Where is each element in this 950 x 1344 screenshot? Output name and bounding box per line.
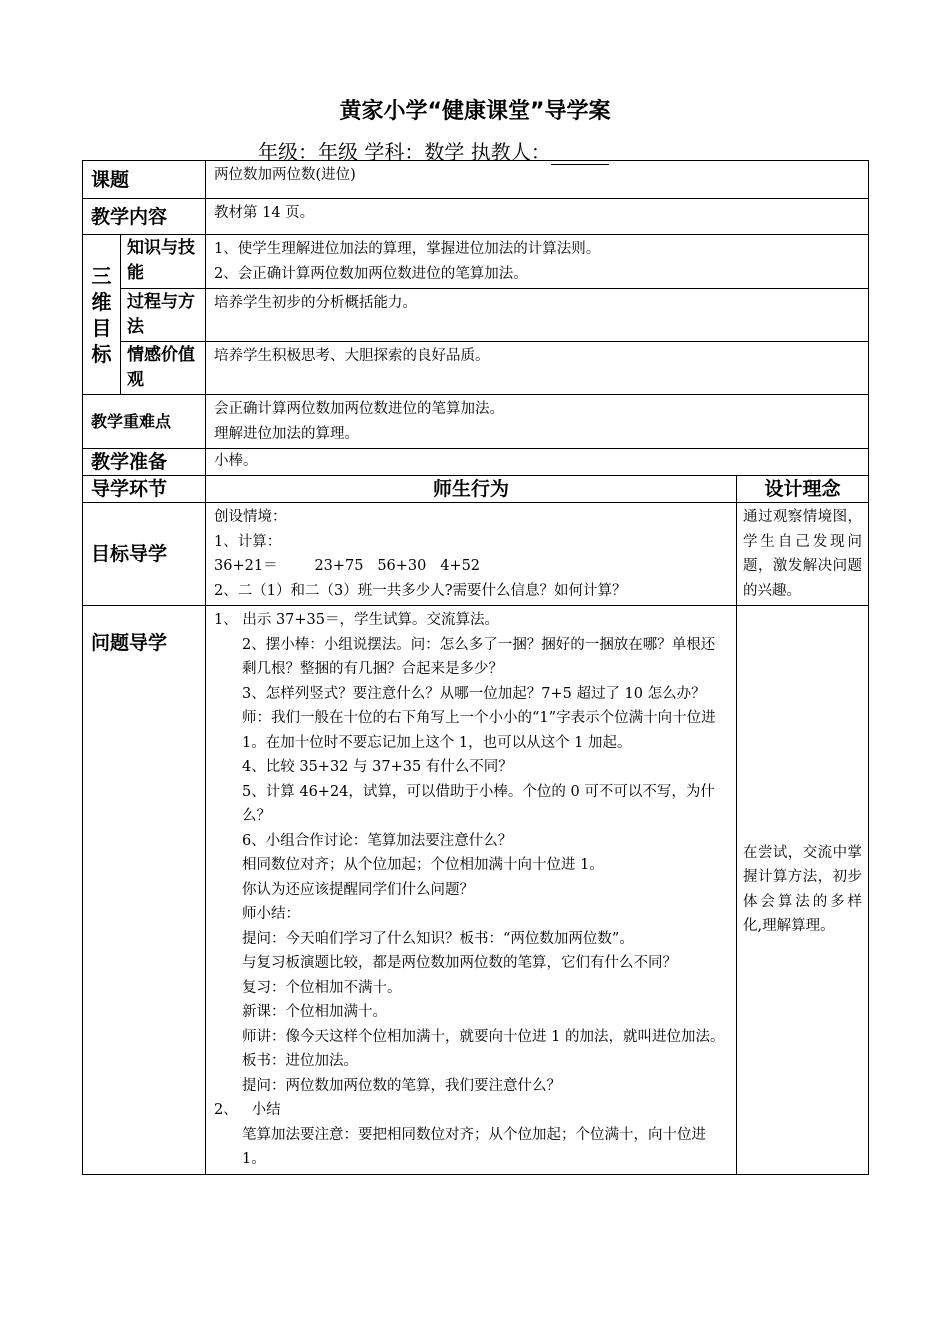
stage2-line: 6、小组合作讨论：笔算加法要注意什么？ bbox=[242, 832, 513, 849]
content-value: 教材第 14 页。 bbox=[206, 199, 869, 235]
stage2-line: 提问：今天咱们学习了什么知识？板书：“两位数加两位数”。 bbox=[242, 930, 634, 947]
col-header-design: 设计理念 bbox=[737, 476, 869, 503]
stage2-summary-block bbox=[214, 1123, 728, 1172]
stage2-line: 板书：进位加法。 bbox=[242, 1053, 359, 1069]
goal2-value: 培养学生初步的分析概括能力。 bbox=[206, 289, 869, 342]
goal1-line: 2、会正确计算两位数加两位数进位的笔算加法。 bbox=[214, 265, 528, 282]
stage2-label: 问题导学 bbox=[83, 606, 206, 1175]
stage2-line: 与复习板演题比较，都是两位数加两位数的笔算，它们有什么不同？ bbox=[242, 955, 678, 971]
content-label: 教学内容 bbox=[83, 199, 206, 235]
goal3-value: 培养学生积极思考、大胆探索的良好品质。 bbox=[206, 342, 869, 395]
stage2-summary-line: 笔算加法要注意：要把相同数位对齐；从个位加起；个位满十，向十位进 1。 bbox=[242, 1126, 707, 1167]
stage2-line: 4、比较 35+32 与 37+35 有什么不同？ bbox=[242, 759, 513, 775]
stage2-line: 师小结： bbox=[242, 906, 301, 922]
goals-label bbox=[83, 235, 121, 395]
goal1-value bbox=[206, 235, 869, 289]
prep-label: 教学准备 bbox=[83, 449, 206, 476]
stage2-line: 2、摆小棒：小组说摆法。问：怎么多了一捆？捆好的一捆放在哪？单根还剩几根？整捆的有几捆？合起来是多少？ bbox=[242, 636, 716, 677]
stage2-line: 相同数位对齐；从个位加起；个位相加满十向十位进 1。 bbox=[242, 857, 604, 873]
stage2-steps bbox=[214, 633, 728, 1099]
col-header-activity: 师生行为 bbox=[206, 476, 737, 503]
page-title: 黄家小学“健康课堂”导学案 bbox=[339, 99, 611, 124]
stage2-content bbox=[206, 606, 737, 1175]
stage1-content bbox=[206, 503, 737, 606]
key-label: 教学重难点 bbox=[83, 395, 206, 449]
goal1-line: 1、使学生理解进位加法的算理，掌握进位加法的计算法则。 bbox=[214, 241, 601, 257]
stage1-label: 目标导学 bbox=[83, 503, 206, 606]
goal1-label: 知识与技能 bbox=[121, 235, 206, 289]
goal2-label: 过程与方法 bbox=[121, 289, 206, 342]
stage1-line: 36+21＝ 23+75 56+30 4+52 bbox=[214, 558, 481, 574]
col-header-stage: 导学环节 bbox=[83, 476, 206, 503]
topic-label: 课题 bbox=[83, 161, 206, 199]
prep-value: 小棒。 bbox=[206, 449, 869, 476]
topic-value: 两位数加两位数(进位) bbox=[206, 161, 869, 199]
stage2-summary: 2、 小结 bbox=[214, 1102, 281, 1118]
stage2-line: 复习：个位相加不满十。 bbox=[242, 979, 402, 996]
stage2-line: 5、计算 46+24，试算，可以借助于小棒。个位的 0 可不可以不写，为什么？ bbox=[242, 783, 715, 824]
stage1-line: 创设情境： bbox=[214, 509, 287, 525]
stage2-design: 在尝试，交流中掌握计算方法，初步体会算法的多样化,理解算理。 bbox=[737, 606, 869, 1175]
stage1-line: 2、二（1）和二（3）班一共多少人?需要什么信息？如何计算？ bbox=[214, 582, 627, 599]
key-value bbox=[206, 395, 869, 449]
stage2-first: 1、 出示 37+35＝，学生试算。交流算法。 bbox=[214, 612, 500, 628]
goals-label-text: 三维目标 bbox=[91, 263, 112, 366]
stage2-line: 3、怎样列竖式？要注意什么？从哪一位加起？7+5 超过了 10 怎么办？师：我们一般在十位的右下角写上一个小小的“1”字表示个位满十向十位进 1。在加十位时不要忘记加上这个 1，也可以从这个 1 加起。 bbox=[242, 685, 716, 751]
stage2-line: 你认为还应该提醒同学们什么问题？ bbox=[242, 881, 475, 898]
stage1-design: 通过观察情境图，学生自己发现问题，激发解决问题的兴趣。 bbox=[737, 503, 869, 606]
subtitle-text: 年级：年级 学科：数学 执教人： bbox=[258, 140, 551, 164]
goal3-label: 情感价值观 bbox=[121, 342, 206, 395]
stage2-line: 师讲：像今天这样个位相加满十，就要向十位进 1 的加法，就叫进位加法。 bbox=[242, 1028, 725, 1045]
lesson-plan-table bbox=[82, 160, 869, 1175]
key-line: 理解进位加法的算理。 bbox=[214, 425, 360, 442]
stage2-line: 新课：个位相加满十。 bbox=[242, 1004, 388, 1020]
stage2-line: 提问：两位数加两位数的笔算，我们要注意什么？ bbox=[242, 1077, 562, 1094]
key-line: 会正确计算两位数加两位数进位的笔算加法。 bbox=[214, 401, 505, 417]
stage1-line: 1、计算： bbox=[214, 533, 282, 550]
